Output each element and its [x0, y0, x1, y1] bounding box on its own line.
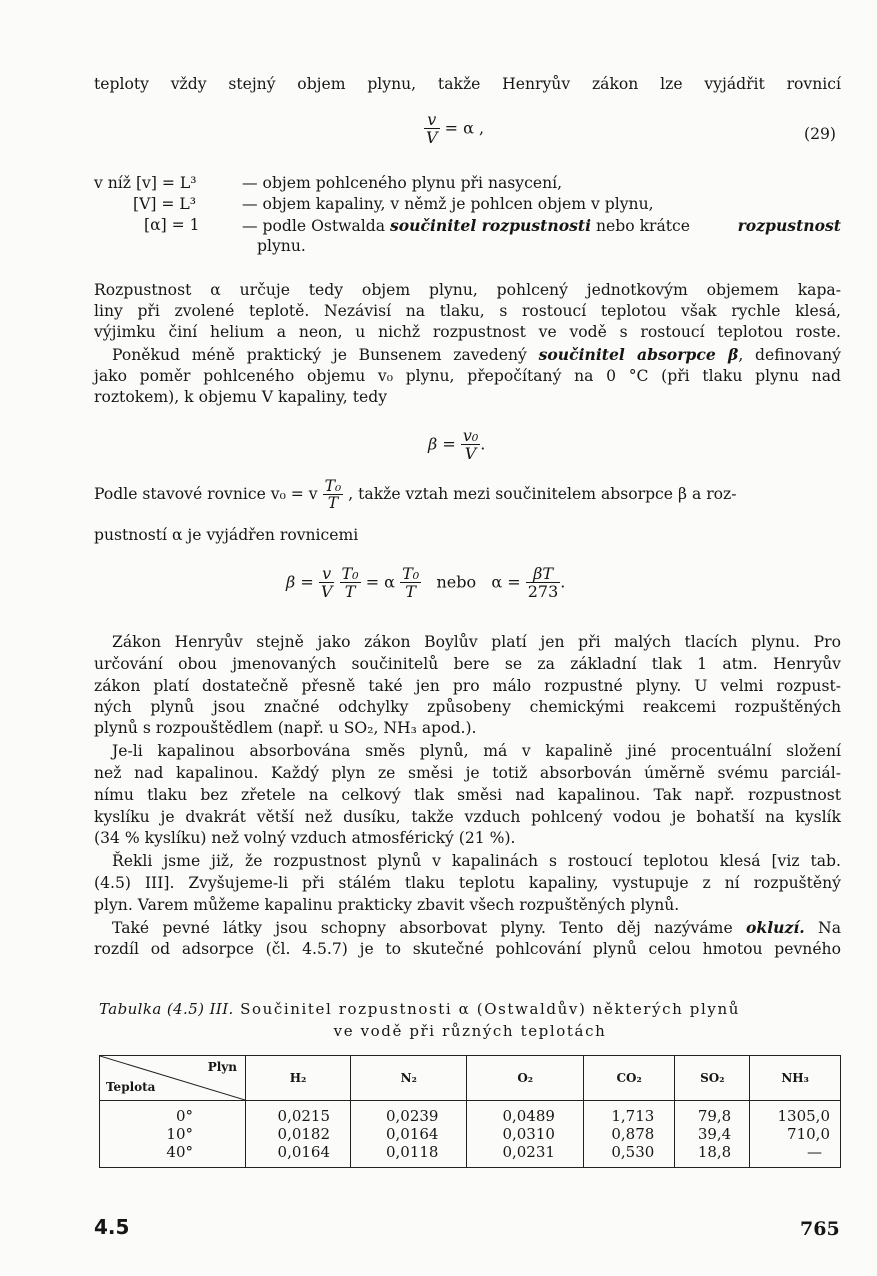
definition-text: — objem pohlceného plynu při nasycení, — [242, 174, 563, 192]
column-header-h2: H₂ — [246, 1056, 351, 1101]
text-line: Zákon Henryův stejně jako zákon Boylův platí jen při malých tlacích plynu. Pro — [112, 633, 841, 651]
text-line: Rozpustnost α určuje tedy objem plynu, pohlcený jednotkovým objemem kapa- — [94, 281, 841, 299]
text-line: (4.5) III]. Zvyšujeme-li při stálém tlaku teplotu kapaliny, vystupuje z ní rozpuštěný — [94, 874, 841, 892]
h2-values-cell: 0,0215 0,0182 0,0164 — [246, 1101, 351, 1168]
table-label: Tabulka (4.5) III. — [99, 1000, 234, 1018]
equation-beta: β = $\frac{\text{v₀}}{V}$ . — [428, 426, 486, 463]
column-header-so2: SO₂ — [675, 1056, 750, 1101]
text-line: Řekli jsme již, že rozpustnost plynů v kapalinách s rostoucí teplotou klesá [viz tab. — [112, 852, 841, 870]
column-header-o2: O₂ — [467, 1056, 583, 1101]
column-header-co2: CO₂ — [583, 1056, 674, 1101]
nh3-values-cell: 1305,0 710,0 — — [750, 1101, 841, 1168]
table-caption: Tabulka (4.5) III. Součinitel rozpustnosti α (Ostwaldův) některých plynů — [99, 1000, 740, 1018]
text-line: než nad kapalinou. Každý plyn ze směsi je totiž absorbován úměrně svému parciál- — [94, 764, 841, 782]
text-line: Také pevné látky jsou schopny absorbovat plyny. Tento děj nazýváme okluzí. Na — [112, 918, 841, 937]
eq29-denominator: V — [426, 128, 438, 147]
text-line: ných plynů jsou značné odchylky způsobeny chemickými reakcemi rozpuštěných — [94, 698, 841, 716]
equation-number: (29) — [804, 125, 837, 143]
table-data-row — [100, 1101, 841, 1168]
text-line: plynů s rozpouštědlem (např. u SO₂, NH₃ apod.). — [94, 719, 477, 737]
term-occlusion: okluzí. — [746, 918, 805, 937]
text-line: nímu tlaku bez zřetele na celkový tlak směsi nad kapalinou. Tak např. rozpustnost — [94, 786, 841, 804]
definition-label: [V] = L³ — [133, 195, 197, 213]
n2-values-cell: 0,0239 0,0164 0,0118 — [351, 1101, 467, 1168]
eq29-numerator: v — [427, 110, 437, 129]
term-absorption-coefficient: součinitel absorpce β — [538, 345, 739, 364]
co2-values-cell: 1,713 0,878 0,530 — [583, 1101, 674, 1168]
term-solubility: rozpustnost — [737, 216, 841, 235]
text-line: teploty vždy stejný objem plynu, takže Henryův zákon lze vyjádřit rovnicí — [94, 75, 841, 93]
eq29-rhs: = α , — [444, 118, 485, 138]
text-line: rozdíl od adsorpce (čl. 4.5.7) je to skutečné pohlcování plynů celou hmotou pevného — [94, 940, 841, 958]
equation-relation: β = $\frac{v}{V}$ $\frac{\text{T₀}}{T}$ = α $\frac{\text{T₀}}{T}$ nebo α = $\frac{\beta T}{273}$ . — [286, 564, 566, 601]
so2-values-cell: 79,8 39,4 18,8 — [675, 1101, 750, 1168]
table-header-row — [100, 1056, 841, 1101]
text-line: zákon platí dostatečně přesně také jen pro málo rozpustné plyny. U velmi rozpust- — [94, 677, 841, 695]
section-number: 4.5 — [94, 1215, 130, 1239]
state-equation-line: Podle stavové rovnice v₀ = v $\frac{\text{T₀}}{T}$ , takže vztah mezi součinitelem absorpce β a roz- — [94, 477, 737, 512]
text-line: Poněkud méně praktický je Bunsenem zavedený součinitel absorpce β, definovaný — [112, 345, 841, 364]
text-line: pustností α je vyjádřen rovnicemi — [94, 526, 359, 544]
text-line: roztokem), k objemu V kapaliny, tedy — [94, 388, 387, 406]
table-corner-cell: Plyn Teplota — [100, 1056, 246, 1101]
text-line: Je-li kapalinou absorbována směs plynů, má v kapalině jiné procentuální složení — [112, 742, 841, 760]
text-line: určování obou jmenovaných součinitelů bere se za základní tlak 1 atm. Henryův — [94, 655, 841, 673]
definition-continuation: plynu. — [257, 237, 306, 255]
definition-label: v níž [v] = L³ — [94, 174, 197, 192]
definition-text: — podle Ostwalda součinitel rozpustnosti nebo krátce rozpustnost — [242, 216, 841, 235]
text-line: plyn. Varem můžeme kapalinu prakticky zbavit všech rozpuštěných plynů. — [94, 896, 680, 914]
term-solubility-coefficient: součinitel rozpustnosti — [390, 216, 592, 235]
table-caption-line2: ve vodě při různých teplotách — [333, 1022, 607, 1040]
solubility-table — [99, 1055, 841, 1168]
text-line: (34 % kyslíku) než volný vzduch atmosférický (21 %). — [94, 829, 516, 847]
column-header-n2: N₂ — [351, 1056, 467, 1101]
text-line: liny při zvolené teplotě. Nezávisí na tlaku, s rostoucí teplotou však rychle klesá, — [94, 302, 841, 320]
text-line: výjimku činí helium a neon, u nichž rozpustnost ve vodě s rostoucí teplotou roste. — [94, 323, 841, 341]
temperature-cell: 0° 10° 40° — [100, 1101, 246, 1168]
page-number: 765 — [800, 1218, 840, 1240]
o2-values-cell: 0,0489 0,0310 0,0231 — [467, 1101, 583, 1168]
column-header-nh3: NH₃ — [750, 1056, 841, 1101]
equation-29 — [424, 112, 484, 146]
text-line: kyslíku je dvakrát větší než dusíku, takže vzduch pohlcený vodou je bohatší na kyslík — [94, 808, 841, 826]
text-line: jako poměr pohlceného objemu v₀ plynu, přepočítaný na 0 °C (při tlaku plynu nad — [94, 367, 841, 385]
definition-label: [α] = 1 — [144, 216, 200, 234]
definition-text: — objem kapaliny, v němž je pohlcen objem v plynu, — [242, 195, 654, 213]
